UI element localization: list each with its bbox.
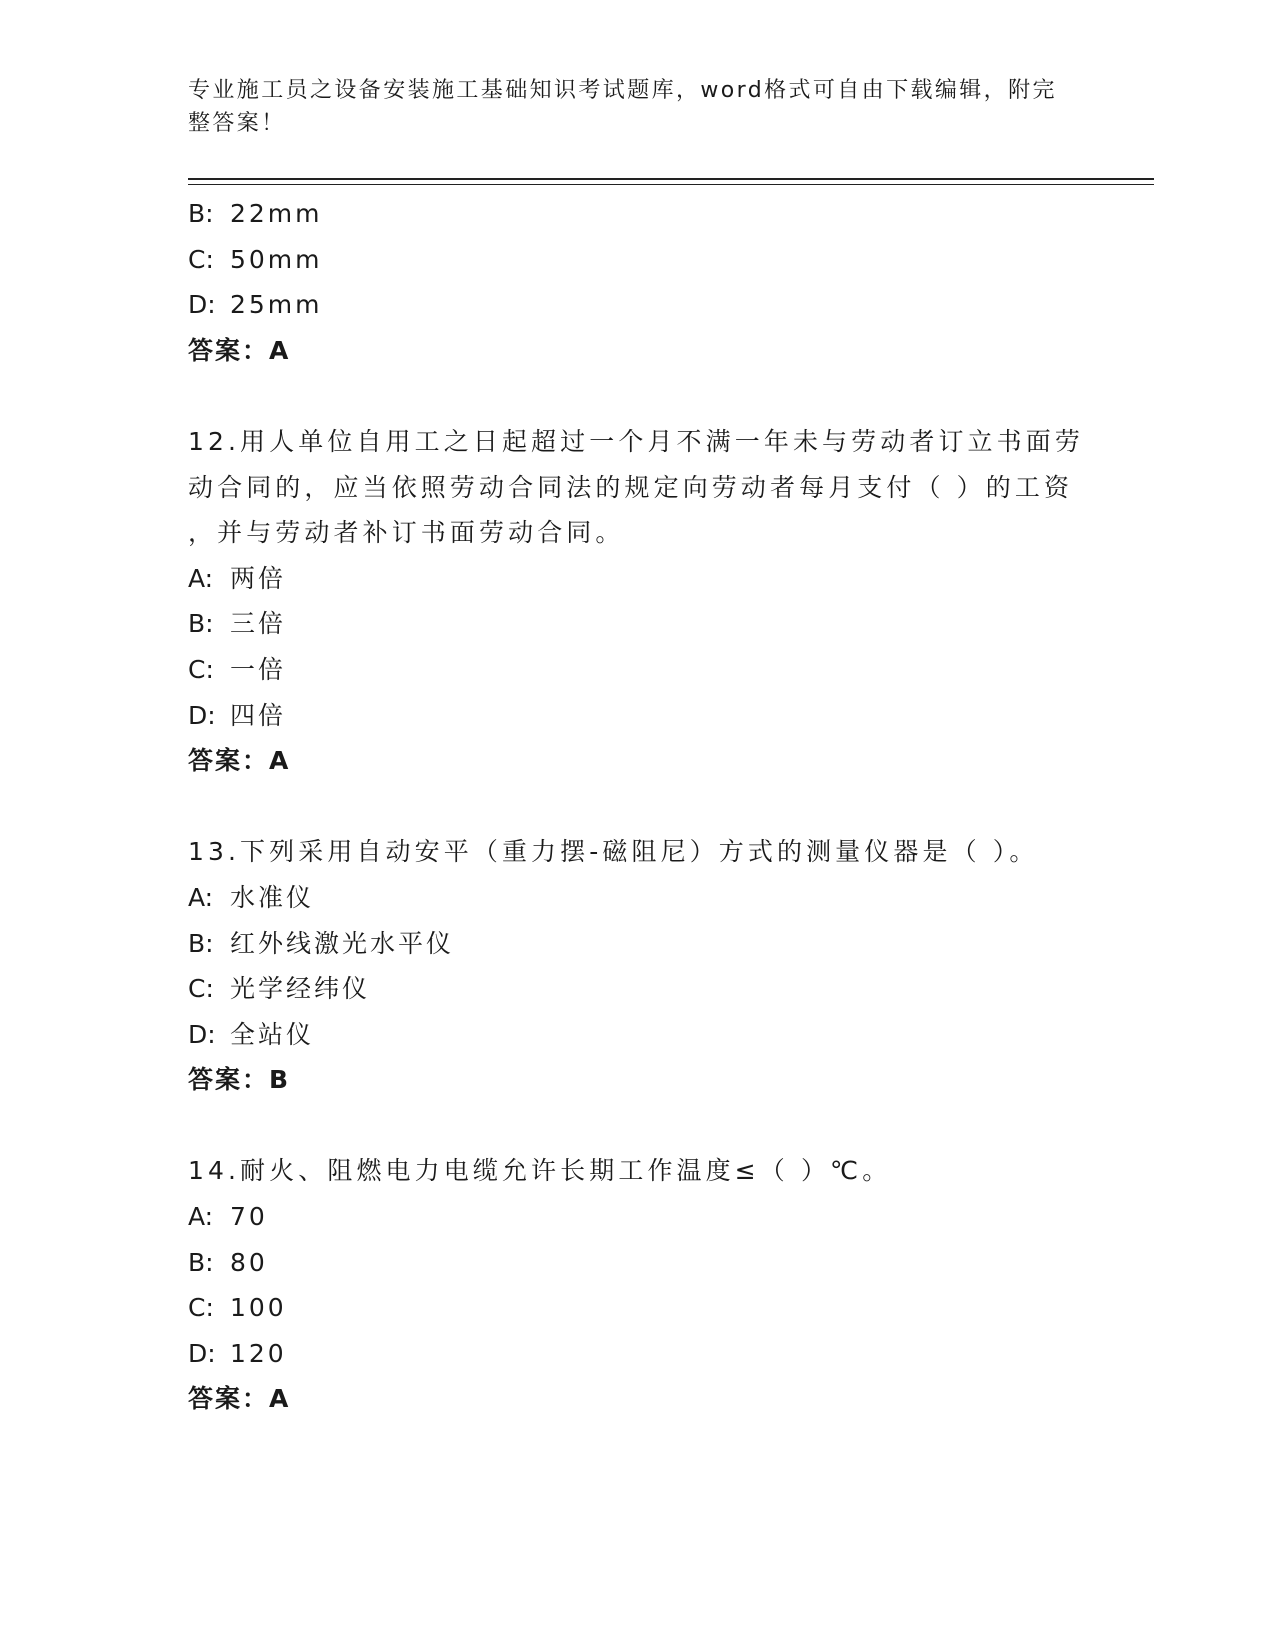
option-b <box>188 1240 1088 1286</box>
option-text: 两倍 <box>230 563 287 593</box>
option-b <box>188 191 1088 237</box>
question-stem-line: 动合同的，应当依照劳动合同法的规定向劳动者每月支付（ ）的工资 <box>188 472 1074 502</box>
carryover-block <box>188 191 1088 373</box>
option-d <box>188 1331 1088 1377</box>
option-text: 70 <box>230 1202 268 1232</box>
question-14 <box>188 1148 1088 1422</box>
option-a <box>188 1194 1088 1240</box>
option-letter: C: <box>188 244 214 274</box>
answer-line: 答案：A <box>188 1384 291 1414</box>
question-list <box>188 191 1088 1422</box>
header-divider-thick <box>188 178 1154 180</box>
answer-line: 答案：A <box>188 335 291 365</box>
option-a <box>188 875 1088 921</box>
option-letter: A: <box>188 1202 214 1232</box>
question-stem-line: ，并与劳动者补订书面劳动合同。 <box>188 518 625 548</box>
option-text: 100 <box>230 1293 287 1323</box>
option-letter: B: <box>188 928 214 958</box>
question-stem-line: 12.用人单位自用工之日起超过一个月不满一年未与劳动者订立书面劳 <box>188 426 1084 456</box>
option-text: 三倍 <box>230 609 287 639</box>
option-c <box>188 966 1088 1012</box>
option-c <box>188 647 1088 693</box>
option-c <box>188 237 1088 283</box>
option-text: 一倍 <box>230 654 287 684</box>
option-letter: D: <box>188 290 216 320</box>
spacer <box>188 373 1088 419</box>
option-text: 水准仪 <box>230 882 315 912</box>
header-line-2: 整答案！ <box>188 111 286 136</box>
answer-line: 答案：B <box>188 1065 291 1095</box>
option-text: 22mm <box>230 199 323 228</box>
spacer <box>188 784 1088 830</box>
header-line-1: 专业施工员之设备安装施工基础知识考试题库，word格式可自由下载编辑，附完 <box>188 78 1057 103</box>
option-b <box>188 921 1088 967</box>
option-text: 四倍 <box>230 700 287 730</box>
option-text: 25mm <box>230 290 323 320</box>
option-letter: B: <box>188 199 214 228</box>
spacer <box>188 1103 1088 1149</box>
option-letter: D: <box>188 700 216 730</box>
option-letter: A: <box>188 563 214 593</box>
option-letter: D: <box>188 1338 216 1368</box>
option-text: 全站仪 <box>230 1019 315 1049</box>
answer-line: 答案：A <box>188 746 291 776</box>
question-13 <box>188 829 1088 1103</box>
option-letter: C: <box>188 654 214 684</box>
option-letter: A: <box>188 882 214 912</box>
option-d <box>188 693 1088 739</box>
option-d <box>188 1012 1088 1058</box>
option-text: 光学经纬仪 <box>230 974 371 1004</box>
page-header <box>188 74 1068 140</box>
header-divider-thin <box>188 184 1154 185</box>
option-text: 50mm <box>230 244 323 274</box>
option-b <box>188 601 1088 647</box>
question-stem-line: 13.下列采用自动安平（重力摆-磁阻尼）方式的测量仪器是（ ）。 <box>188 837 1039 867</box>
option-a <box>188 556 1088 602</box>
option-letter: D: <box>188 1019 216 1049</box>
option-c <box>188 1285 1088 1331</box>
option-text: 120 <box>230 1338 287 1368</box>
question-stem-line: 14.耐火、阻燃电力电缆允许长期工作温度≤（ ）℃。 <box>188 1156 892 1186</box>
option-letter: C: <box>188 1293 214 1323</box>
option-d <box>188 282 1088 328</box>
option-text: 80 <box>230 1247 268 1277</box>
option-text: 红外线激光水平仪 <box>230 928 455 958</box>
option-letter: B: <box>188 609 214 639</box>
option-letter: B: <box>188 1247 214 1277</box>
option-letter: C: <box>188 974 214 1004</box>
question-12 <box>188 419 1088 784</box>
